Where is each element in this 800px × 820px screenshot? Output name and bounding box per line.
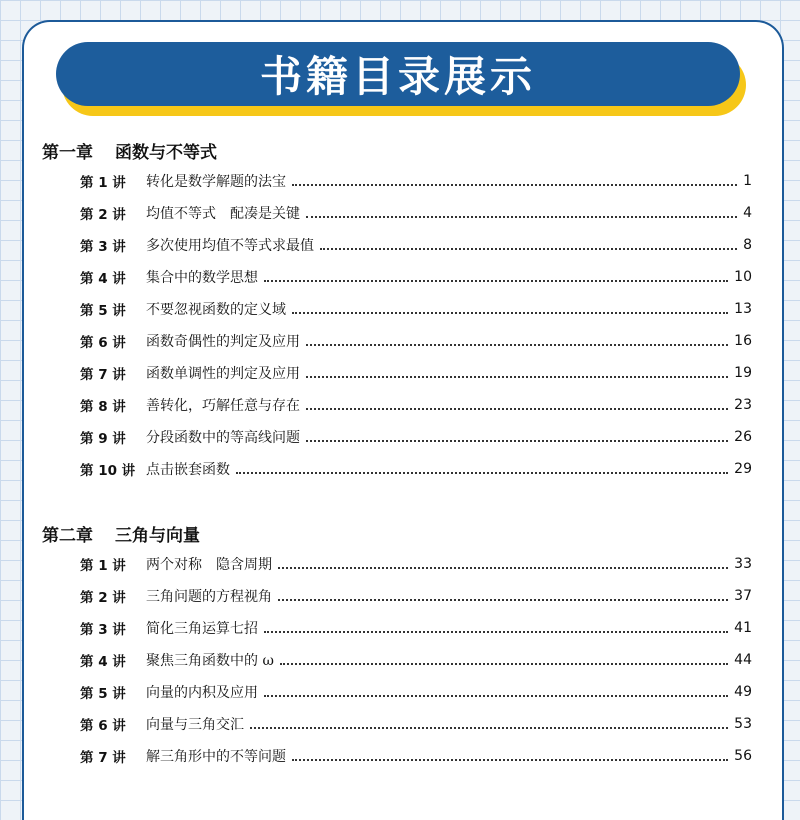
lecture-title: 函数单调性的判定及应用 bbox=[146, 366, 300, 382]
lecture-number: 第 9 讲 bbox=[80, 431, 126, 447]
dot-leader bbox=[264, 631, 728, 633]
toc-entry[interactable] bbox=[80, 297, 752, 321]
page-number: 10 bbox=[734, 269, 752, 285]
chapter-heading-2 bbox=[42, 521, 200, 546]
lecture-title: 解三角形中的不等问题 bbox=[146, 749, 286, 765]
lecture-title: 点击嵌套函数 bbox=[146, 462, 230, 478]
dot-leader bbox=[306, 216, 737, 218]
page-number: 13 bbox=[734, 301, 752, 317]
lecture-number: 第 2 讲 bbox=[80, 590, 126, 606]
lecture-number: 第 1 讲 bbox=[80, 175, 126, 191]
lecture-title: 均值不等式 配凑是关键 bbox=[146, 206, 300, 222]
toc-entry[interactable] bbox=[80, 552, 752, 576]
toc-entry[interactable] bbox=[80, 329, 752, 353]
chapter-heading-1 bbox=[42, 138, 217, 163]
lecture-title: 向量的内积及应用 bbox=[146, 685, 258, 701]
lecture-number: 第 7 讲 bbox=[80, 367, 126, 383]
dot-leader bbox=[250, 727, 728, 729]
lecture-title: 简化三角运算七招 bbox=[146, 621, 258, 637]
page-number: 33 bbox=[734, 556, 752, 572]
page-number: 37 bbox=[734, 588, 752, 604]
toc-entry[interactable] bbox=[80, 712, 752, 736]
toc-entry[interactable] bbox=[80, 457, 752, 481]
dot-leader bbox=[278, 567, 728, 569]
dot-leader bbox=[306, 344, 728, 346]
lecture-number: 第 5 讲 bbox=[80, 686, 126, 702]
banner-title: 书籍目录展示 bbox=[259, 52, 536, 101]
toc-entry[interactable] bbox=[80, 680, 752, 704]
lecture-number: 第 4 讲 bbox=[80, 271, 126, 287]
lecture-number: 第 2 讲 bbox=[80, 207, 126, 223]
dot-leader bbox=[264, 695, 728, 697]
toc-entry[interactable] bbox=[80, 393, 752, 417]
toc-entry[interactable] bbox=[80, 616, 752, 640]
toc-entry[interactable] bbox=[80, 201, 752, 225]
dot-leader bbox=[264, 280, 728, 282]
lecture-number: 第 4 讲 bbox=[80, 654, 126, 670]
page-number: 44 bbox=[734, 652, 752, 668]
lecture-title: 函数奇偶性的判定及应用 bbox=[146, 334, 300, 350]
lecture-title: 不要忽视函数的定义域 bbox=[146, 302, 286, 318]
dot-leader bbox=[306, 376, 728, 378]
chapter-label: 第一章 bbox=[42, 143, 93, 163]
chapter-label: 第二章 bbox=[42, 526, 93, 546]
toc-entry[interactable] bbox=[80, 425, 752, 449]
toc-entry[interactable] bbox=[80, 361, 752, 385]
toc-entry[interactable] bbox=[80, 584, 752, 608]
banner-bar bbox=[56, 42, 740, 106]
lecture-number: 第 5 讲 bbox=[80, 303, 126, 319]
lecture-title: 两个对称 隐含周期 bbox=[146, 557, 272, 573]
page-number: 49 bbox=[734, 684, 752, 700]
toc-entry[interactable] bbox=[80, 233, 752, 257]
page-number: 8 bbox=[743, 237, 752, 253]
lecture-number: 第 6 讲 bbox=[80, 718, 126, 734]
lecture-title: 三角问题的方程视角 bbox=[146, 589, 272, 605]
lecture-title: 分段函数中的等高线问题 bbox=[146, 430, 300, 446]
lecture-number: 第 10 讲 bbox=[80, 463, 136, 479]
dot-leader bbox=[292, 312, 728, 314]
lecture-title: 集合中的数学思想 bbox=[146, 270, 258, 286]
lecture-number: 第 1 讲 bbox=[80, 558, 126, 574]
dot-leader bbox=[278, 599, 728, 601]
lecture-number: 第 8 讲 bbox=[80, 399, 126, 415]
dot-leader bbox=[306, 408, 728, 410]
dot-leader bbox=[236, 472, 728, 474]
lecture-number: 第 3 讲 bbox=[80, 622, 126, 638]
dot-leader bbox=[292, 759, 728, 761]
lecture-title: 聚焦三角函数中的 ω bbox=[146, 653, 274, 669]
toc-entry[interactable] bbox=[80, 265, 752, 289]
toc-entry[interactable] bbox=[80, 744, 752, 768]
lecture-number: 第 6 讲 bbox=[80, 335, 126, 351]
title-banner bbox=[56, 42, 746, 116]
page-number: 29 bbox=[734, 461, 752, 477]
chapter-title: 函数与不等式 bbox=[115, 143, 217, 163]
toc-entry[interactable] bbox=[80, 169, 752, 193]
lecture-number: 第 3 讲 bbox=[80, 239, 126, 255]
lecture-number: 第 7 讲 bbox=[80, 750, 126, 766]
dot-leader bbox=[306, 440, 728, 442]
page-number: 1 bbox=[743, 173, 752, 189]
dot-leader bbox=[292, 184, 737, 186]
page-number: 16 bbox=[734, 333, 752, 349]
page-number: 26 bbox=[734, 429, 752, 445]
page-number: 56 bbox=[734, 748, 752, 764]
page-number: 41 bbox=[734, 620, 752, 636]
page-number: 19 bbox=[734, 365, 752, 381]
lecture-title: 多次使用均值不等式求最值 bbox=[146, 238, 314, 254]
page-number: 4 bbox=[743, 205, 752, 221]
page-number: 53 bbox=[734, 716, 752, 732]
dot-leader bbox=[320, 248, 737, 250]
lecture-title: 转化是数学解题的法宝 bbox=[146, 174, 286, 190]
page-number: 23 bbox=[734, 397, 752, 413]
dot-leader bbox=[280, 663, 728, 665]
toc-entry[interactable] bbox=[80, 648, 752, 672]
lecture-title: 向量与三角交汇 bbox=[146, 717, 244, 733]
chapter-title: 三角与向量 bbox=[115, 526, 200, 546]
lecture-title: 善转化，巧解任意与存在 bbox=[146, 398, 300, 414]
